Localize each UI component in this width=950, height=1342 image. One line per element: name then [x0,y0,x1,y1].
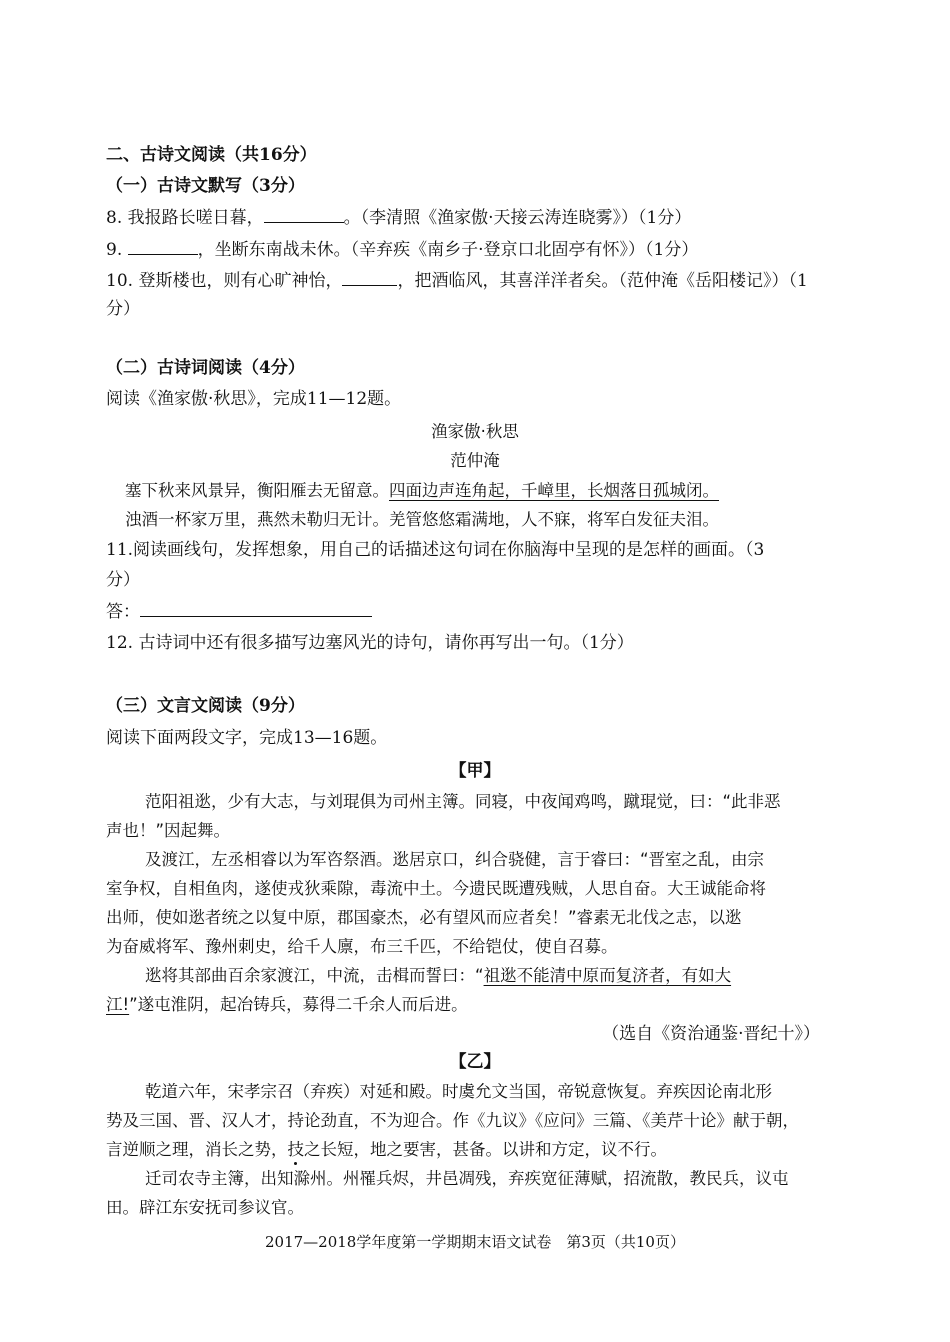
question-8 [106,205,691,230]
part3-intro: 阅读下面两段文字，完成13—16题。 [106,728,388,748]
part1-heading: （一）古诗文默写（3分） [106,176,305,196]
question-10-cont: 分） [106,299,140,319]
q9-text-pre: 9. [106,240,128,260]
jia-p3-line2-plain: ”遂屯淮阴，起冶铸兵，募得二千余人而后进。 [129,995,468,1014]
q10-answer-blank[interactable] [342,268,397,286]
question-11-cont: 分） [106,570,140,590]
poem-underlined-line: 四面边声连角起，千嶂里，长烟落日孤城闭。 [389,481,719,500]
part2-intro: 阅读《渔家傲·秋思》，完成11—12题。 [106,389,402,409]
question-9 [106,237,698,262]
jia-source: （选自《资治通鉴·晋纪十》） [602,1024,820,1044]
section-heading: 二、古诗文阅读（共16分） [106,145,317,165]
question-11: 11.阅读画线句，发挥想象，用自己的话描述这句词在你脑海中呈现的是怎样的画面。（3 [106,540,765,560]
yi-p1-line2: 势及三国、晋、汉人才，持论劲直，不为迎合。作《九议》《应问》三篇、《美芹十论》献于朝， [106,1111,799,1130]
part2-heading: （二）古诗词阅读（4分） [106,358,305,378]
poem-author: 范仲淹 [450,451,500,470]
yi-p1-line3-post: 之长短，地之要害，甚备。以讲和方定，议不行。 [304,1140,667,1159]
q10-text-post: ，把酒临风，其喜洋洋者矣。（范仲淹《岳阳楼记》）（1 [397,271,808,291]
question-10 [106,268,808,293]
yi-p1-line3-pre: 言逆顺之理，消长之势， [106,1140,288,1159]
q8-text-pre: 8. 我报路长嗟日暮， [106,208,264,228]
poem-line-1 [125,479,719,503]
jia-p3-line1 [145,964,731,988]
yi-p2-line2: 田。辟江东安抚司参议官。 [106,1198,304,1217]
answer-line [106,599,372,624]
jia-p2-line4: 为奋威将军、豫州刺史，给千人廪，布三千匹，不给铠仗，使自召募。 [106,937,618,956]
jia-p1-line2: 声也！”因起舞。 [106,821,231,840]
poem-line-1-plain: 塞下秋来风景异，衡阳雁去无留意。 [125,481,389,500]
part3-heading: （三）文言文阅读（9分） [106,696,305,716]
q8-answer-blank[interactable] [264,205,344,223]
jia-underlined-sentence-end: 江! [106,995,130,1014]
q9-text-post: ，坐断东南战未休。（辛弃疾《南乡子·登京口北固亭有怀》）（1分） [197,240,699,260]
q10-text-pre: 10. 登斯楼也，则有心旷神怡， [106,271,343,291]
jia-p3-line1-plain: 逖将其部曲百余家渡江，中流，击楫而誓曰：“ [145,966,484,985]
page-footer: 2017—2018学年度第一学期期末语文试卷 第3页（共10页） [265,1233,685,1251]
jia-p2-line3: 出师，使如逖者统之以复中原，郡国豪杰，必有望风而应者矣！”睿素无北伐之志，以逖 [106,908,742,927]
passage-jia-label: 【甲】 [449,761,501,781]
emphasis-dot-char: 技 [287,1140,304,1159]
jia-underlined-sentence: 祖逖不能清中原而复济者，有如大 [483,966,732,985]
jia-p3-line2 [106,993,468,1017]
question-12: 12. 古诗词中还有很多描写边塞风光的诗句，请你再写出一句。（1分） [106,633,634,653]
poem-title: 渔家傲·秋思 [431,422,519,441]
jia-p1-line1: 范阳祖逖，少有大志，与刘琨俱为司州主簿。同寝，中夜闻鸡鸣，蹴琨觉，曰：“此非恶 [145,792,781,811]
yi-p2-line1: 迁司农寺主簿，出知滁州。州罹兵烬，井邑凋残，弃疾宽征薄赋，招流散，教民兵，议屯 [145,1169,789,1188]
answer-label: 答： [106,602,140,622]
jia-p2-line2: 室争权，自相鱼肉，遂使戎狄乘隙，毒流中土。今遗民既遭残贼，人思自奋。大王诚能命将 [106,879,766,898]
yi-p1-line3 [106,1138,667,1162]
q9-answer-blank[interactable] [128,237,198,255]
q8-text-post: 。（李清照《渔家傲·天接云涛连晓雾》）（1分） [343,208,692,228]
jia-p2-line1: 及渡江，左丞相睿以为军咨祭酒。逖居京口，纠合骁健，言于睿曰：“晋室之乱，由宗 [145,850,765,869]
yi-p1-line1: 乾道六年，宋孝宗召（弃疾）对延和殿。时虞允文当国，帝锐意恢复。弃疾因论南北形 [145,1082,772,1101]
poem-line-2: 浊酒一杯家万里，燕然未勒归无计。羌管悠悠霜满地，人不寐，将军白发征夫泪。 [125,510,719,529]
passage-yi-label: 【乙】 [449,1052,501,1072]
q11-answer-blank[interactable] [140,599,372,617]
